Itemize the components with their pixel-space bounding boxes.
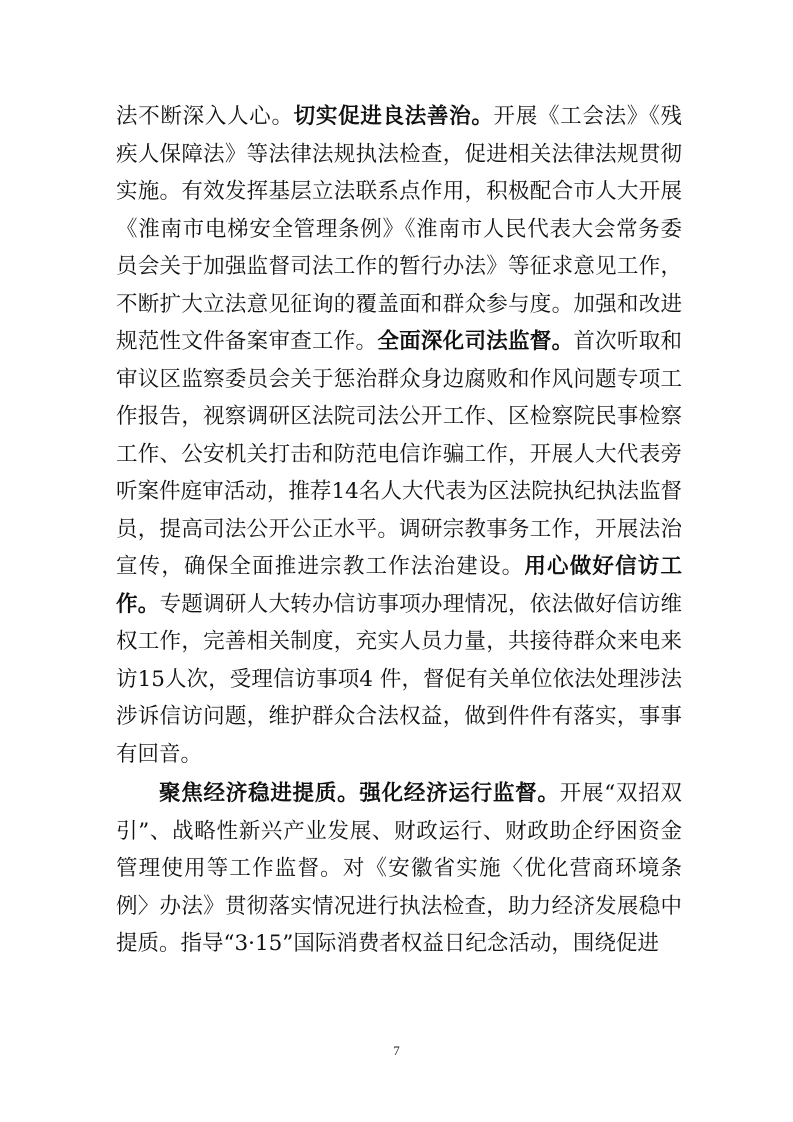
section-heading-economic-supervision: 强化经济运行监督。: [359, 781, 560, 806]
section-heading-petition-work: 用心做好信访工作。: [116, 554, 682, 617]
page-number: 7: [393, 1043, 400, 1058]
paragraph-legal-supervision: [116, 98, 682, 773]
section-heading-judicial-supervision: 全面深化司法监督。: [377, 329, 574, 354]
text-segment: 开展“双招双引”、战略性新兴产业发展、财政运行、财政助企纾困资金管理使用等工作监督。对《安徽省实施〈优化营商环境条例〉办法》贯彻落实情况进行执法检查，助力经济发展稳中提质。指导“3·15”国际消费者权益日纪念活动，围绕促进: [116, 781, 682, 956]
section-heading-good-law: 切实促进良法善治。: [293, 104, 494, 129]
text-segment: 首次听取和审议区监察委员会关于惩治群众身边腐败和作风问题专项工作报告，视察调研区法院司法公开工作、区检察院民事检察工作、公安机关打击和防范电信诈骗工作，开展人大代表旁听案件庭审活动，推荐14名人大代表为区法院执纪执法监督员，提高司法公开公正水平。调研宗教事务工作，开展法治宣传，确保全面推进宗教工作法治建设。: [116, 329, 682, 579]
text-segment: 开展《工会法》《残疾人保障法》等法律法规执法检查，促进相关法律法规贯彻实施。有效发挥基层立法联系点作用，积极配合市人大开展《淮南市电梯安全管理条例》《淮南市人民代表大会常务委员会关于加强监督司法工作的暂行办法》等征求意见工作，不断扩大立法意见征询的覆盖面和群众参与度。加强和改进规范性文件备案审查工作。: [116, 104, 682, 354]
text-segment: 专题调研人大转办信访事项办理情况，依法做好信访维权工作，完善相关制度，充实人员力量，共接待群众来电来访15人次，受理信访事项4 件，督促有关单位依法处理涉法涉诉信访问题，维护群众合法权益，做到件件有落实，事事有回音。: [116, 591, 682, 767]
body-text: [116, 98, 682, 963]
paragraph-economic-focus: [116, 775, 682, 963]
text-segment: 法不断深入人心。: [116, 104, 294, 129]
section-heading-economy-focus: 聚焦经济稳进提质。: [159, 781, 360, 806]
